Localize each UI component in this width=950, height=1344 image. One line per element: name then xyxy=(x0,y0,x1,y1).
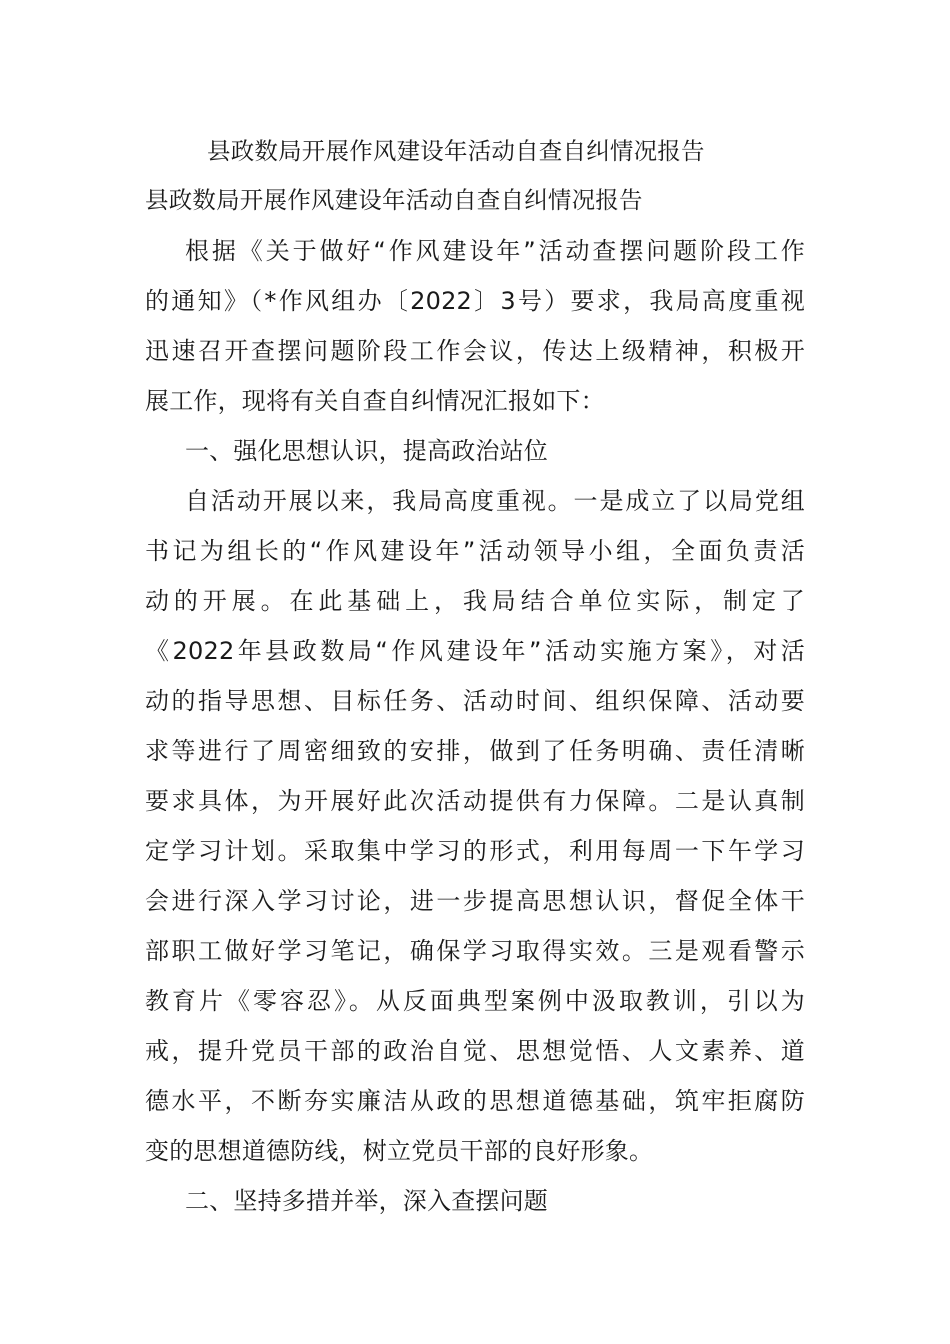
paragraph-line: 根据《关于做好“作风建设年”活动查摆问题阶段工作 xyxy=(185,237,805,265)
paragraph-line: 教育片《零容忍》。从反面典型案例中汲取教训，引以为 xyxy=(145,987,805,1015)
paragraph-line: 戒，提升党员干部的政治自觉、思想觉悟、人文素养、道 xyxy=(145,1037,805,1065)
paragraph-line: 书记为组长的“作风建设年”活动领导小组，全面负责活 xyxy=(145,537,805,565)
paragraph-line: 展工作，现将有关自查自纠情况汇报如下： xyxy=(145,387,605,415)
paragraph-line: 部职工做好学习笔记，确保学习取得实效。三是观看警示 xyxy=(145,937,805,965)
document-title: 县政数局开展作风建设年活动自查自纠情况报告 xyxy=(207,137,705,165)
paragraph-line: 的通知》（*作风组办〔2022〕3号）要求，我局高度重视 xyxy=(145,287,805,315)
section-heading-1: 一、强化思想认识，提高政治站位 xyxy=(185,437,548,465)
paragraph-line: 德水平，不断夯实廉洁从政的思想道德基础，筑牢拒腐防 xyxy=(145,1087,805,1115)
paragraph-line: 变的思想道德防线，树立党员干部的良好形象。 xyxy=(145,1137,654,1165)
paragraph-line: 迅速召开查摆问题阶段工作会议，传达上级精神，积极开 xyxy=(145,337,805,365)
paragraph-line: 要求具体，为开展好此次活动提供有力保障。二是认真制 xyxy=(145,787,805,815)
section-heading-2: 二、坚持多措并举，深入查摆问题 xyxy=(185,1187,548,1215)
paragraph-line: 会进行深入学习讨论，进一步提高思想认识，督促全体干 xyxy=(145,887,805,915)
paragraph-line: 动的开展。在此基础上，我局结合单位实际，制定了 xyxy=(145,587,805,615)
paragraph-line: 自活动开展以来，我局高度重视。一是成立了以局党组 xyxy=(185,487,805,515)
paragraph-line: 动的指导思想、目标任务、活动时间、组织保障、活动要 xyxy=(145,687,805,715)
document-subtitle: 县政数局开展作风建设年活动自查自纠情况报告 xyxy=(145,186,643,214)
paragraph-line: 求等进行了周密细致的安排，做到了任务明确、责任清晰 xyxy=(145,737,805,765)
paragraph-line: 定学习计划。采取集中学习的形式，利用每周一下午学习 xyxy=(145,837,805,865)
paragraph-line: 《2022年县政数局“作风建设年”活动实施方案》，对活 xyxy=(145,637,805,665)
